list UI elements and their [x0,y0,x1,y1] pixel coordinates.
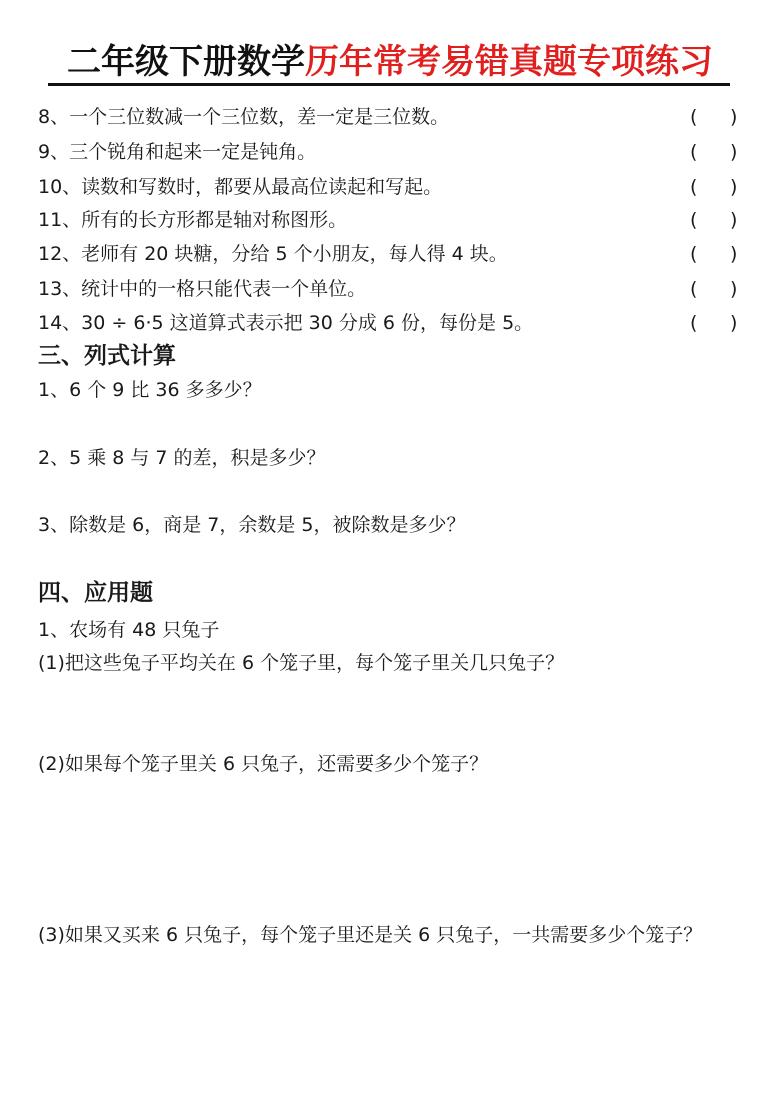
answer-parentheses: ( ) [690,243,738,265]
application-problem-1: 1、农场有 48 只兔子 [38,619,220,641]
judgement-item-12: 12、老师有 20 块糖，分给 5 个小朋友，每人得 4 块。 [38,243,508,265]
calc-question-1: 1、6 个 9 比 36 多多少？ [38,379,262,401]
title-red-part: 历年常考易错真题专项练习 [305,42,713,82]
judgement-item-14: 14、30 ÷ 6·5 这道算式表示把 30 分成 6 份，每份是 5。 [38,312,534,334]
calc-question-2: 2、5 乘 8 与 7 的差，积是多少？ [38,447,326,469]
title-underline [48,83,730,86]
section-heading-calculation: 三、列式计算 [38,343,176,369]
answer-parentheses: ( ) [690,209,738,231]
page-title [0,40,780,84]
title-black-part: 二年级下册数学 [67,42,305,82]
application-subquestion-2: (2)如果每个笼子里关 6 只兔子，还需要多少个笼子？ [38,753,489,775]
judgement-item-9: 9、三个锐角和起来一定是钝角。 [38,141,317,163]
judgement-item-11: 11、所有的长方形都是轴对称图形。 [38,209,348,231]
answer-parentheses: ( ) [690,106,738,128]
answer-parentheses: ( ) [690,278,738,300]
answer-parentheses: ( ) [690,141,738,163]
judgement-item-13: 13、统计中的一格只能代表一个单位。 [38,278,367,300]
calc-question-3: 3、除数是 6，商是 7，余数是 5，被除数是多少？ [38,514,466,536]
application-subquestion-3: (3)如果又买来 6 只兔子，每个笼子里还是关 6 只兔子，一共需要多少个笼子？ [38,924,703,946]
application-subquestion-1: (1)把这些兔子平均关在 6 个笼子里，每个笼子里关几只兔子？ [38,652,565,674]
section-heading-application: 四、应用题 [38,580,153,606]
judgement-item-8: 8、一个三位数减一个三位数，差一定是三位数。 [38,106,450,128]
judgement-item-10: 10、读数和写数时，都要从最高位读起和写起。 [38,176,443,198]
answer-parentheses: ( ) [690,312,738,334]
answer-parentheses: ( ) [690,176,738,198]
